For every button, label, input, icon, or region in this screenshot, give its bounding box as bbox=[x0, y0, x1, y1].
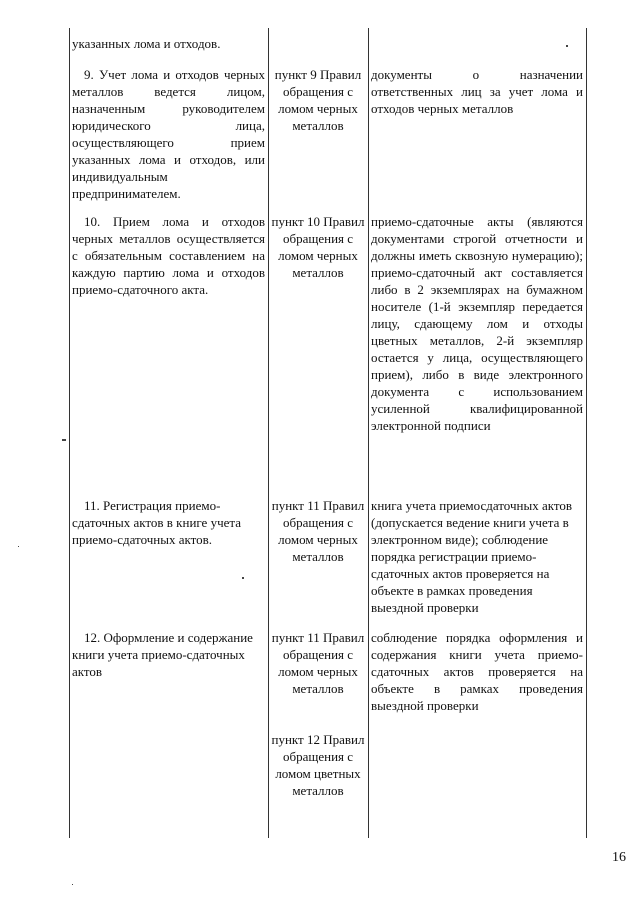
row-continuation-text: указанных лома и отходов. bbox=[72, 36, 221, 51]
row11-requirement: 11. Регистрация приемо-сдаточных актов в книге учета приемо-сдаточных актов. bbox=[72, 498, 241, 547]
row11-reference: пункт 11 Правил обращения с ломом черных металлов bbox=[271, 498, 365, 564]
row9-requirement: 9. Учет лома и отходов черных металлов ведется лицом, назначенным руководителем юридического лица, осуществляющего прием указанных лома и отходов, или индивидуальным предпринимателем. bbox=[72, 67, 265, 201]
scan-speck bbox=[566, 45, 568, 47]
row11-documents: книга учета приемосдаточных актов (допускается ведение книги учета в электронном виде); соблюдение порядка регистрации приемо-сдаточных актов проверяется на объекте в рамках проведения выездной проверки bbox=[371, 498, 573, 615]
table-rule-left bbox=[69, 28, 70, 838]
row10-documents: приемо-сдаточные акты (являются документами строгой отчетности и должны иметь сквозную нумерацию); приемо-сдаточный акт составляется либо в 2 экземплярах на бумажном носителе (1-й экземпляр передается лицу, сдающему лом и отходы цветных металлов, 2-й экземпляр остается у лица, осуществляющего прием), либо в виде электронного документа с использованием усиленной квалифицированной электронной подписи bbox=[371, 214, 583, 433]
table-rule-right bbox=[586, 28, 587, 838]
row12-requirement: 12. Оформление и содержание книги учета приемо-сдаточных актов bbox=[72, 630, 253, 679]
page-number: 16 bbox=[612, 850, 626, 865]
row12-reference: пункт 11 Правил обращения с ломом черных металлов bbox=[271, 630, 365, 696]
scan-speck bbox=[72, 884, 73, 885]
row10-requirement: 10. Прием лома и отходов черных металлов осуществляется с обязательным составлением на каждую партию лома и отходов приемо-сдаточного акта. bbox=[72, 214, 265, 297]
table-rule-col1 bbox=[268, 28, 269, 838]
row9-documents: документы о назначении ответственных лиц за учет лома и отходов черных металлов bbox=[371, 67, 583, 116]
row10-reference: пункт 10 Правил обращения с ломом черных металлов bbox=[271, 214, 365, 280]
row12-documents: соблюдение порядка оформления и содержания книги учета приемо-сдаточных актов проверяется на объекте в рамках проведения выездной проверки bbox=[371, 630, 583, 713]
table-rule-col2 bbox=[368, 28, 369, 838]
scan-speck bbox=[242, 577, 244, 579]
row9-reference: пункт 9 Правил обращения с ломом черных металлов bbox=[274, 67, 362, 133]
scan-speck bbox=[18, 546, 19, 547]
scan-speck bbox=[62, 439, 66, 441]
row12-reference-2: пункт 12 Правил обращения с ломом цветных металлов bbox=[271, 732, 365, 798]
